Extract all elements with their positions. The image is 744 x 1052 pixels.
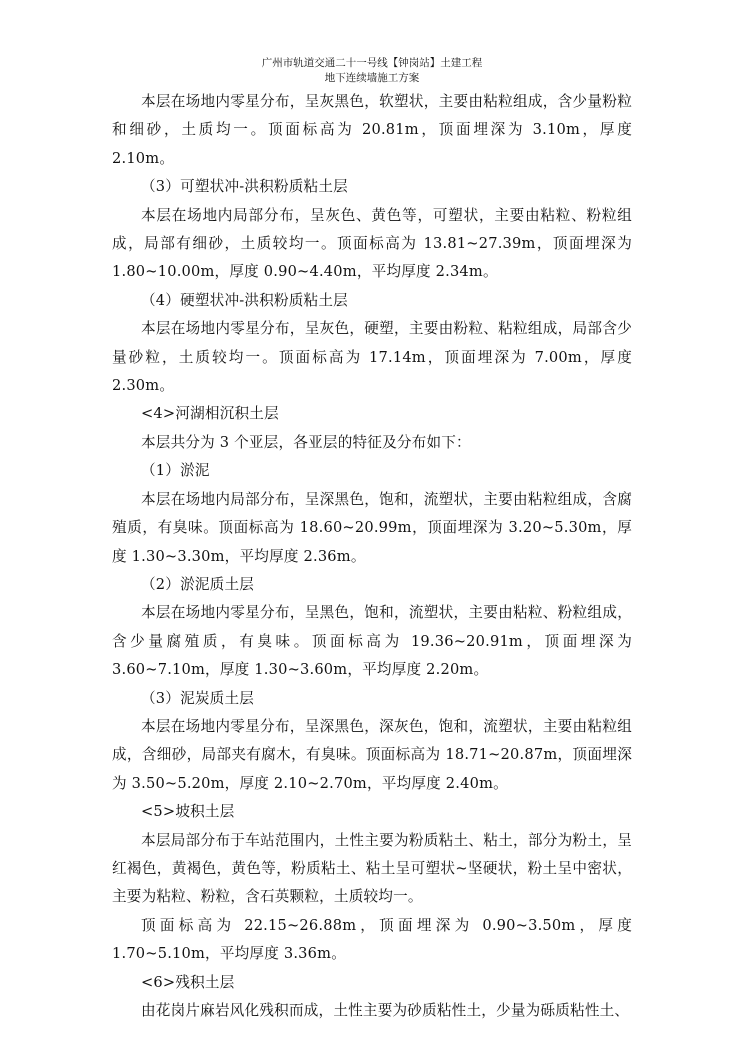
paragraph: 本层在场地内零星分布，呈灰黑色，软塑状，主要由粘粒组成，含少量粉粒和细砂，土质均一。顶面标高为 20.81m，顶面埋深为 3.10m，厚度 2.10m。 xyxy=(112,93,632,167)
paragraph: 本层在场地内零星分布，呈深黑色，深灰色，饱和，流塑状，主要由粘粒组成，含细砂，局部夹有腐木，有臭味。顶面标高为 18.71~20.87m，顶面埋深为 3.50~5.20m，厚度 2.10~2.70m，平均厚度 2.40m。 xyxy=(112,717,632,792)
paragraph: 本层在场地内零星分布，呈黑色，饱和，流塑状，主要由粘粒、粉粒组成，含少量腐殖质，有臭味。顶面标高为 19.36~20.91m，顶面埋深为 3.60~7.10m，厚度 1.30~3.60m，平均厚度 2.20m。 xyxy=(112,604,632,679)
paragraph: 本层局部分布于车站范围内，土性主要为粉质粘土、粘土，部分为粉土，呈红褐色，黄褐色，黄色等，粉质粘土、粘土呈可塑状~坚硬状，粉土呈中密状，主要为粘粒、粉粒，含石英颗粒，土质较均一。 xyxy=(112,831,632,906)
section-heading: （4）硬塑状冲-洪积粉质粘土层 xyxy=(141,291,348,309)
project-title: 广州市轨道交通二十一号线【钟岗站】土建工程 xyxy=(261,57,483,69)
section-heading: （2）淤泥质土层 xyxy=(141,575,255,593)
paragraph: 顶面标高为 22.15~26.88m，顶面埋深为 0.90~3.50m，厚度 1.70~5.10m，平均厚度 3.36m。 xyxy=(112,916,632,963)
section-heading: （3）泥炭质土层 xyxy=(141,689,255,707)
section-heading: （3）可塑状冲-洪积粉质粘土层 xyxy=(141,178,348,196)
paragraph: 本层共分为 3 个亚层，各亚层的特征及分布如下： xyxy=(141,433,471,451)
page-header xyxy=(0,56,744,86)
paragraph: 本层在场地内局部分布，呈深黑色，饱和，流塑状，主要由粘粒组成，含腐殖质，有臭味。顶面标高为 18.60~20.99m，顶面埋深为 3.20~5.30m，厚度 1.30~3.30m，平均厚度 2.36m。 xyxy=(112,490,632,565)
paragraph: 本层在场地内零星分布，呈灰色，硬塑，主要由粉粒、粘粒组成，局部含少量砂粒，土质较均一。顶面标高为 17.14m，顶面埋深为 7.00m，厚度 2.30m。 xyxy=(112,320,632,395)
section-heading: <4>河湖相沉积土层 xyxy=(141,405,279,423)
document-body xyxy=(112,88,632,1025)
paragraph: 本层在场地内局部分布，呈灰色、黄色等，可塑状，主要由粘粒、粉粒组成，局部有细砂，土质较均一。顶面标高为 13.81~27.39m，顶面埋深为 1.80~10.00m，厚度 0.90~4.40m，平均厚度 2.34m。 xyxy=(112,206,632,281)
document-title: 地下连续墙施工方案 xyxy=(324,72,420,84)
paragraph: 由花岗片麻岩风化残积而成，土性主要为砂质粘性土，少量为砾质粘性土、 xyxy=(141,1002,630,1019)
section-heading: （1）淤泥 xyxy=(141,462,210,480)
section-heading: <5>坡积土层 xyxy=(141,803,235,821)
section-heading: <6>残积土层 xyxy=(141,973,235,991)
